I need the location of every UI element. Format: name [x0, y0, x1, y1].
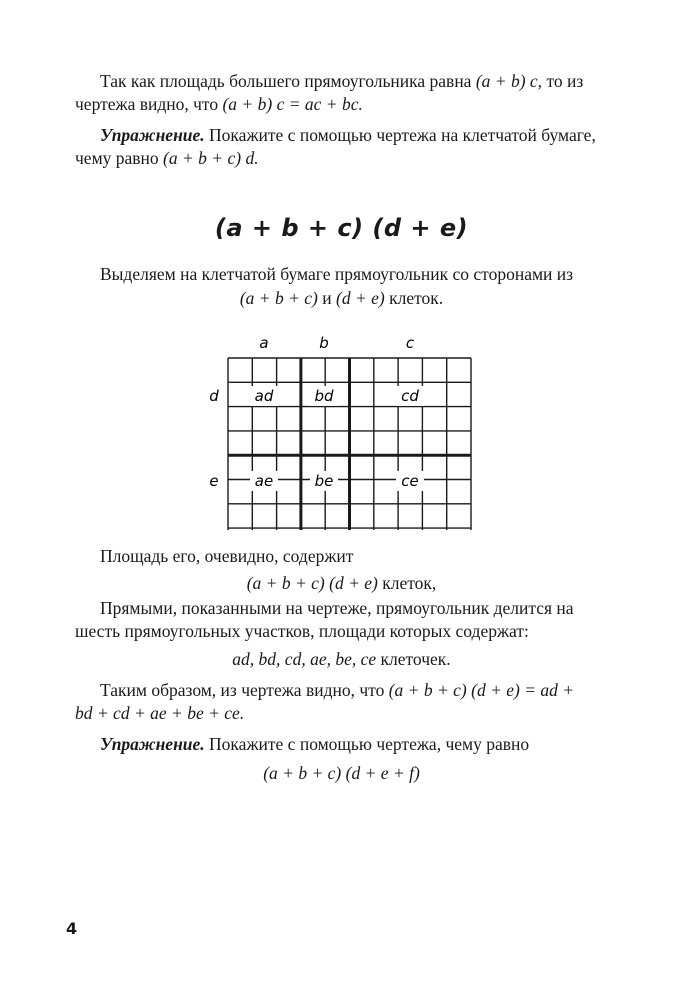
cell-ae: ae: [254, 472, 274, 490]
page-number: 4: [66, 919, 78, 938]
p3-formula: (a + b + c) (d + e) клеток,: [246, 573, 437, 593]
p2-line1: Выделяем на клетчатой бумаге прямоугольник со сторонами из: [100, 264, 574, 284]
row-label-d: d: [209, 387, 219, 405]
cell-be: be: [314, 472, 334, 490]
p1-line2: чертежа видно, что (a + b) c = ac + bc.: [75, 94, 363, 114]
ex2-formula: (a + b + c) (d + e + f): [263, 763, 420, 783]
p5-line1: Таким образом, из чертежа видно, что (a + b + c) (d + e) = ad +: [100, 680, 575, 700]
cell-cd: cd: [401, 387, 419, 405]
cell-ce: ce: [401, 472, 419, 490]
p1-line1: Так как площадь большего прямоугольника равна (a + b) c, то из: [100, 71, 584, 91]
ex1-line1: Упражнение. Покажите с помощью чертежа на клетчатой бумаге,: [100, 125, 596, 145]
row-label-e: e: [209, 472, 219, 490]
p3-line1: Площадь его, очевидно, содержит: [100, 546, 354, 566]
p4-line2: шесть прямоугольных участков, площади которых содержат:: [75, 621, 529, 641]
cell-bd: bd: [314, 387, 334, 405]
col-label-c: c: [405, 334, 415, 352]
col-label-b: b: [319, 334, 329, 352]
col-label-a: a: [259, 334, 269, 352]
p2-line2: (a + b + c) и (d + e) клеток.: [239, 288, 444, 308]
p4-line1: Прямыми, показанными на чертеже, прямоугольник делится на: [100, 598, 574, 618]
p5-line2: bd + cd + ae + be + ce.: [75, 703, 245, 723]
section-heading: (a + b + c) (d + e): [214, 214, 469, 242]
cell-ad: ad: [254, 387, 274, 405]
ex2-line1: Упражнение. Покажите с помощью чертежа, чему равно: [100, 734, 530, 754]
p4-formula: ad, bd, cd, ae, be, ce клеточек.: [232, 649, 451, 669]
grid-diagram: [0, 330, 683, 530]
ex1-line2: чему равно (a + b + c) d.: [75, 148, 259, 168]
